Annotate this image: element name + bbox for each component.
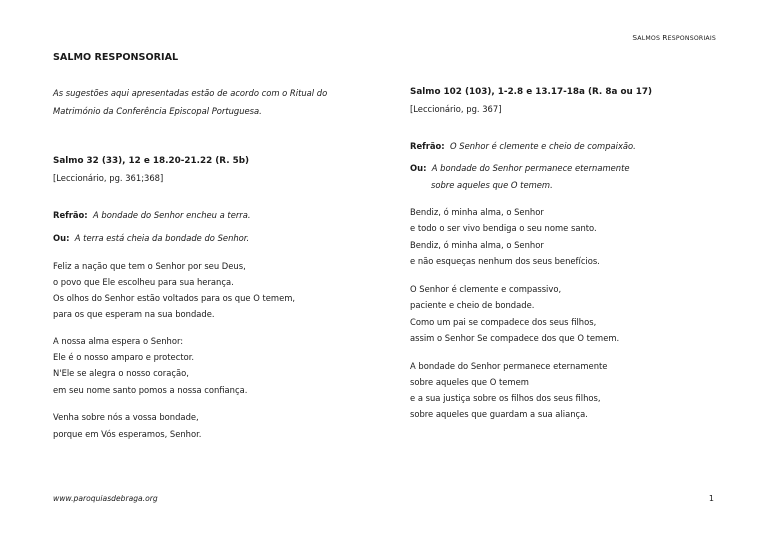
psalm-left-reference: [Leccionário, pg. 361;368]	[53, 173, 164, 183]
verse-line: o povo que Ele escolheu para sua herança.	[53, 277, 234, 287]
verse-line: assim o Senhor Se compadece dos que O temem.	[410, 333, 620, 343]
psalm-right-refrain	[410, 141, 636, 151]
refrain-text: O Senhor é clemente e cheio de compaixão.	[450, 141, 636, 151]
refrain-label: Refrão:	[410, 141, 445, 151]
verse-line: N'Ele se alegra o nosso coração,	[53, 368, 189, 378]
psalm-right-or	[410, 163, 630, 173]
page-number: 1	[708, 494, 714, 503]
psalm-right-reference: [Leccionário, pg. 367]	[410, 104, 502, 114]
header-rest-1: ALMOS	[637, 35, 663, 42]
or-label: Ou:	[53, 233, 70, 243]
footer-website: www.paroquiasdebraga.org	[53, 494, 158, 503]
verse-line: Ele é o nosso amparo e protector.	[53, 352, 195, 362]
verse-line: e a sua justiça sobre os filhos dos seus filhos,	[410, 393, 601, 403]
refrain-text: A bondade do Senhor encheu a terra.	[93, 210, 251, 220]
refrain-label: Refrão:	[53, 210, 88, 220]
verse-line: A nossa alma espera o Senhor:	[53, 336, 184, 346]
verse-line: Como um pai se compadece dos seus filhos,	[410, 317, 597, 327]
verse-line: sobre aqueles que guardam a sua aliança.	[410, 409, 588, 419]
header-rest-2: ESPONSORIAIS	[667, 35, 716, 42]
header-initial-r: R	[662, 33, 668, 42]
verse-line: Venha sobre nós a vossa bondade,	[53, 412, 199, 422]
verse-line: Os olhos do Senhor estão voltados para os que O temem,	[53, 293, 296, 303]
verse-line: sobre aqueles que O temem	[410, 377, 529, 387]
verse-line: porque em Vós esperamos, Senhor.	[53, 429, 202, 439]
page-title: SALMO RESPONSORIAL	[53, 52, 179, 63]
verse-line: em seu nome santo pomos a nossa confiança.	[53, 385, 248, 395]
verse-line: e não esqueças nenhum dos seus benefícios.	[410, 256, 600, 266]
psalm-left-or	[53, 233, 249, 243]
verse-line: A bondade do Senhor permanece eternamente	[410, 361, 608, 371]
verse-line: paciente e cheio de bondade.	[410, 300, 535, 310]
verse-line: O Senhor é clemente e compassivo,	[410, 284, 562, 294]
running-header	[632, 33, 716, 42]
or-text: A bondade do Senhor permanece eternamente	[431, 163, 630, 173]
or-text: A terra está cheia da bondade do Senhor.	[74, 233, 250, 243]
verse-line: e todo o ser vivo bendiga o seu nome santo.	[410, 223, 597, 233]
verse-line: Bendiz, ó minha alma, o Senhor	[410, 240, 544, 250]
intro-line-2: Matrimónio da Conferência Episcopal Portuguesa.	[53, 106, 262, 116]
or-label: Ou:	[410, 163, 427, 173]
verse-line: Bendiz, ó minha alma, o Senhor	[410, 207, 544, 217]
or-text-continuation: sobre aqueles que O temem.	[431, 180, 553, 190]
psalm-left-refrain	[53, 210, 251, 220]
verse-line: para os que esperam na sua bondade.	[53, 309, 215, 319]
psalm-right-title: Salmo 102 (103), 1-2.8 e 13.17-18a (R. 8a ou 17)	[410, 87, 653, 97]
intro-line-1: As sugestões aqui apresentadas estão de acordo com o Ritual do	[53, 88, 328, 98]
verse-line: Feliz a nação que tem o Senhor por seu Deus,	[53, 261, 246, 271]
psalm-left-title: Salmo 32 (33), 12 e 18.20-21.22 (R. 5b)	[53, 156, 250, 166]
header-initial-s: S	[632, 33, 638, 42]
